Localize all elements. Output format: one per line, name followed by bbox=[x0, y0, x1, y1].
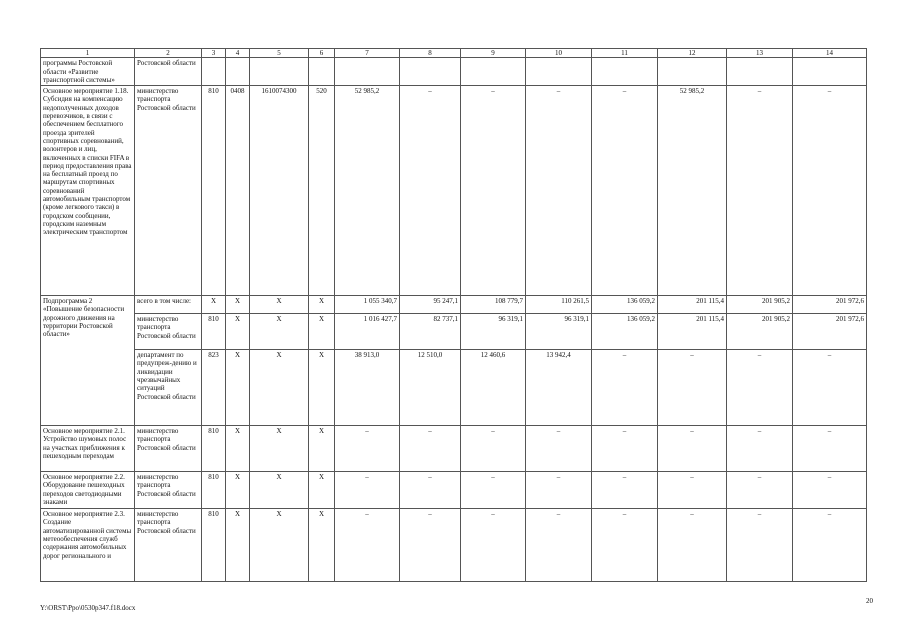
cell-year: 82 737,1 bbox=[400, 314, 461, 350]
table-row bbox=[41, 509, 867, 582]
cell-total: – bbox=[335, 509, 400, 582]
footer-file-path: Y:\ORST\Ppo\0530p347.f18.docx bbox=[40, 604, 136, 612]
cell-name: Основное мероприятие 2.1. Устройство шумовых полос на участках приближения к пешеходным переходам bbox=[41, 426, 135, 472]
cell-vr: Х bbox=[309, 296, 335, 314]
cell-empty bbox=[727, 58, 793, 86]
col-header: 13 bbox=[727, 49, 793, 58]
cell-total: – bbox=[335, 472, 400, 509]
cell-executor: министерство транспорта Ростовской области bbox=[135, 86, 202, 296]
cell-csr: 1610074300 bbox=[250, 86, 309, 296]
cell-name: Подпрограмма 2 «Повышение безопасности дорожного движения на территории Ростовской области» bbox=[41, 296, 135, 426]
col-header: 2 bbox=[135, 49, 202, 58]
col-header: 8 bbox=[400, 49, 461, 58]
cell-year: – bbox=[592, 472, 658, 509]
cell-year: 136 059,2 bbox=[592, 296, 658, 314]
cell-executor: министерство транспорта Ростовской области bbox=[135, 314, 202, 350]
cell-vr: Х bbox=[309, 472, 335, 509]
cell-empty bbox=[226, 58, 250, 86]
cell-empty bbox=[592, 58, 658, 86]
cell-executor: департамент по предупреж-дению и ликвидации чрезвычайных ситуаций Ростовской области bbox=[135, 350, 202, 426]
cell-vr: Х bbox=[309, 426, 335, 472]
cell-empty bbox=[658, 58, 727, 86]
cell-year: 13 942,4 bbox=[526, 350, 592, 426]
cell-rzpr: Х bbox=[226, 314, 250, 350]
cell-rzpr: Х bbox=[226, 509, 250, 582]
cell-empty bbox=[793, 58, 867, 86]
cell-year: – bbox=[526, 86, 592, 296]
cell-year: – bbox=[658, 350, 727, 426]
table-row bbox=[41, 472, 867, 509]
cell-year: 96 319,1 bbox=[526, 314, 592, 350]
cell-year: – bbox=[793, 350, 867, 426]
cell-year: 201 905,2 bbox=[727, 296, 793, 314]
cell-empty bbox=[250, 58, 309, 86]
cell-year: – bbox=[793, 509, 867, 582]
cell-year: – bbox=[727, 350, 793, 426]
table-row bbox=[41, 350, 867, 426]
cell-total: 38 913,0 bbox=[335, 350, 400, 426]
cell-year: 52 985,2 bbox=[658, 86, 727, 296]
table-row bbox=[41, 426, 867, 472]
cell-rzpr: 0408 bbox=[226, 86, 250, 296]
cell-executor: министерство транспорта Ростовской области bbox=[135, 509, 202, 582]
cell-total: 1 016 427,7 bbox=[335, 314, 400, 350]
cell-year: 96 319,1 bbox=[461, 314, 526, 350]
cell-grbs: 810 bbox=[202, 426, 226, 472]
cell-year: – bbox=[793, 472, 867, 509]
cell-csr: Х bbox=[250, 296, 309, 314]
cell-year: – bbox=[461, 426, 526, 472]
cell-year: – bbox=[793, 86, 867, 296]
table-row bbox=[41, 86, 867, 296]
cell-csr: Х bbox=[250, 426, 309, 472]
cell-year: – bbox=[400, 426, 461, 472]
cell-year: 201 115,4 bbox=[658, 296, 727, 314]
cell-year: – bbox=[658, 426, 727, 472]
cell-rzpr: Х bbox=[226, 472, 250, 509]
cell-csr: Х bbox=[250, 509, 309, 582]
cell-year: – bbox=[592, 426, 658, 472]
col-header: 7 bbox=[335, 49, 400, 58]
cell-rzpr: Х bbox=[226, 426, 250, 472]
cell-grbs: 810 bbox=[202, 509, 226, 582]
cell-name: Основное мероприятие 2.2. Оборудование пешеходных переходов светодиодными знаками bbox=[41, 472, 135, 509]
cell-year: – bbox=[727, 509, 793, 582]
cell-year: – bbox=[461, 472, 526, 509]
cell-year: 95 247,1 bbox=[400, 296, 461, 314]
cell-total: 1 055 340,7 bbox=[335, 296, 400, 314]
cell-year: 201 972,6 bbox=[793, 314, 867, 350]
cell-total: 52 985,2 bbox=[335, 86, 400, 296]
cell-year: 108 779,7 bbox=[461, 296, 526, 314]
cell-name: Основное мероприятие 1.18. Субсидия на компенсацию недополученных доходов перевозчиков, в связи с обеспечением бесплатного проезда зрителей спортивных соревнований, волонтеров и лиц, включенных в списки FIFA в период предоставления права на бесплатный проезд по маршрутам спортивных соревнований автомобильным транспортом (кроме легкового такси) в городском сообщении, городским наземным электрическим транспортом bbox=[41, 86, 135, 296]
cell-year: – bbox=[526, 509, 592, 582]
cell-vr: Х bbox=[309, 314, 335, 350]
cell-grbs: 810 bbox=[202, 314, 226, 350]
cell-csr: Х bbox=[250, 314, 309, 350]
col-header: 4 bbox=[226, 49, 250, 58]
col-header: 3 bbox=[202, 49, 226, 58]
table-row bbox=[41, 296, 867, 314]
cell-year: – bbox=[526, 426, 592, 472]
cell-grbs: 823 bbox=[202, 350, 226, 426]
cell-year: 12 460,6 bbox=[461, 350, 526, 426]
cell-year: – bbox=[727, 86, 793, 296]
cell-rzpr: Х bbox=[226, 350, 250, 426]
cell-year: 201 115,4 bbox=[658, 314, 727, 350]
cell-year: 201 972,6 bbox=[793, 296, 867, 314]
cell-vr: Х bbox=[309, 350, 335, 426]
cell-executor: министерство транспорта Ростовской области bbox=[135, 472, 202, 509]
cell-year: – bbox=[400, 472, 461, 509]
cell-empty bbox=[400, 58, 461, 86]
cell-year: – bbox=[727, 472, 793, 509]
cell-year: – bbox=[526, 472, 592, 509]
col-header: 11 bbox=[592, 49, 658, 58]
cell-year: 136 059,2 bbox=[592, 314, 658, 350]
cell-year: – bbox=[461, 509, 526, 582]
cell-year: – bbox=[592, 509, 658, 582]
cell-grbs: 810 bbox=[202, 472, 226, 509]
cell-csr: Х bbox=[250, 472, 309, 509]
cell-year: – bbox=[793, 426, 867, 472]
cell-grbs: Х bbox=[202, 296, 226, 314]
col-header: 14 bbox=[793, 49, 867, 58]
table-header-row bbox=[41, 49, 867, 58]
col-header: 6 bbox=[309, 49, 335, 58]
cell-year: 201 905,2 bbox=[727, 314, 793, 350]
cell-name: программы Ростовской области «Развитие транспортной системы» bbox=[41, 58, 135, 86]
budget-table bbox=[40, 48, 867, 582]
cell-empty bbox=[309, 58, 335, 86]
cell-grbs: 810 bbox=[202, 86, 226, 296]
cell-empty bbox=[461, 58, 526, 86]
cell-vr: 520 bbox=[309, 86, 335, 296]
cell-year: – bbox=[727, 426, 793, 472]
cell-year: – bbox=[658, 472, 727, 509]
cell-year: – bbox=[400, 86, 461, 296]
cell-year: – bbox=[461, 86, 526, 296]
cell-year: – bbox=[592, 350, 658, 426]
table-row bbox=[41, 58, 867, 86]
col-header: 10 bbox=[526, 49, 592, 58]
cell-csr: Х bbox=[250, 350, 309, 426]
col-header: 5 bbox=[250, 49, 309, 58]
cell-executor: всего в том числе: bbox=[135, 296, 202, 314]
cell-empty bbox=[202, 58, 226, 86]
cell-rzpr: Х bbox=[226, 296, 250, 314]
table-row bbox=[41, 314, 867, 350]
cell-empty bbox=[526, 58, 592, 86]
cell-name: Основное мероприятие 2.3. Создание автоматизированной системы метеообеспечения служб содержания автомобильных дорог регионального и bbox=[41, 509, 135, 582]
cell-year: 12 510,0 bbox=[400, 350, 461, 426]
cell-empty bbox=[335, 58, 400, 86]
cell-executor: министерство транспорта Ростовской области bbox=[135, 426, 202, 472]
page-number: 20 bbox=[866, 597, 873, 605]
cell-year: – bbox=[400, 509, 461, 582]
cell-year: 110 261,5 bbox=[526, 296, 592, 314]
col-header: 1 bbox=[41, 49, 135, 58]
cell-year: – bbox=[592, 86, 658, 296]
col-header: 9 bbox=[461, 49, 526, 58]
cell-total: – bbox=[335, 426, 400, 472]
cell-year: – bbox=[658, 509, 727, 582]
cell-executor: Ростовской области bbox=[135, 58, 202, 86]
cell-vr: Х bbox=[309, 509, 335, 582]
col-header: 12 bbox=[658, 49, 727, 58]
